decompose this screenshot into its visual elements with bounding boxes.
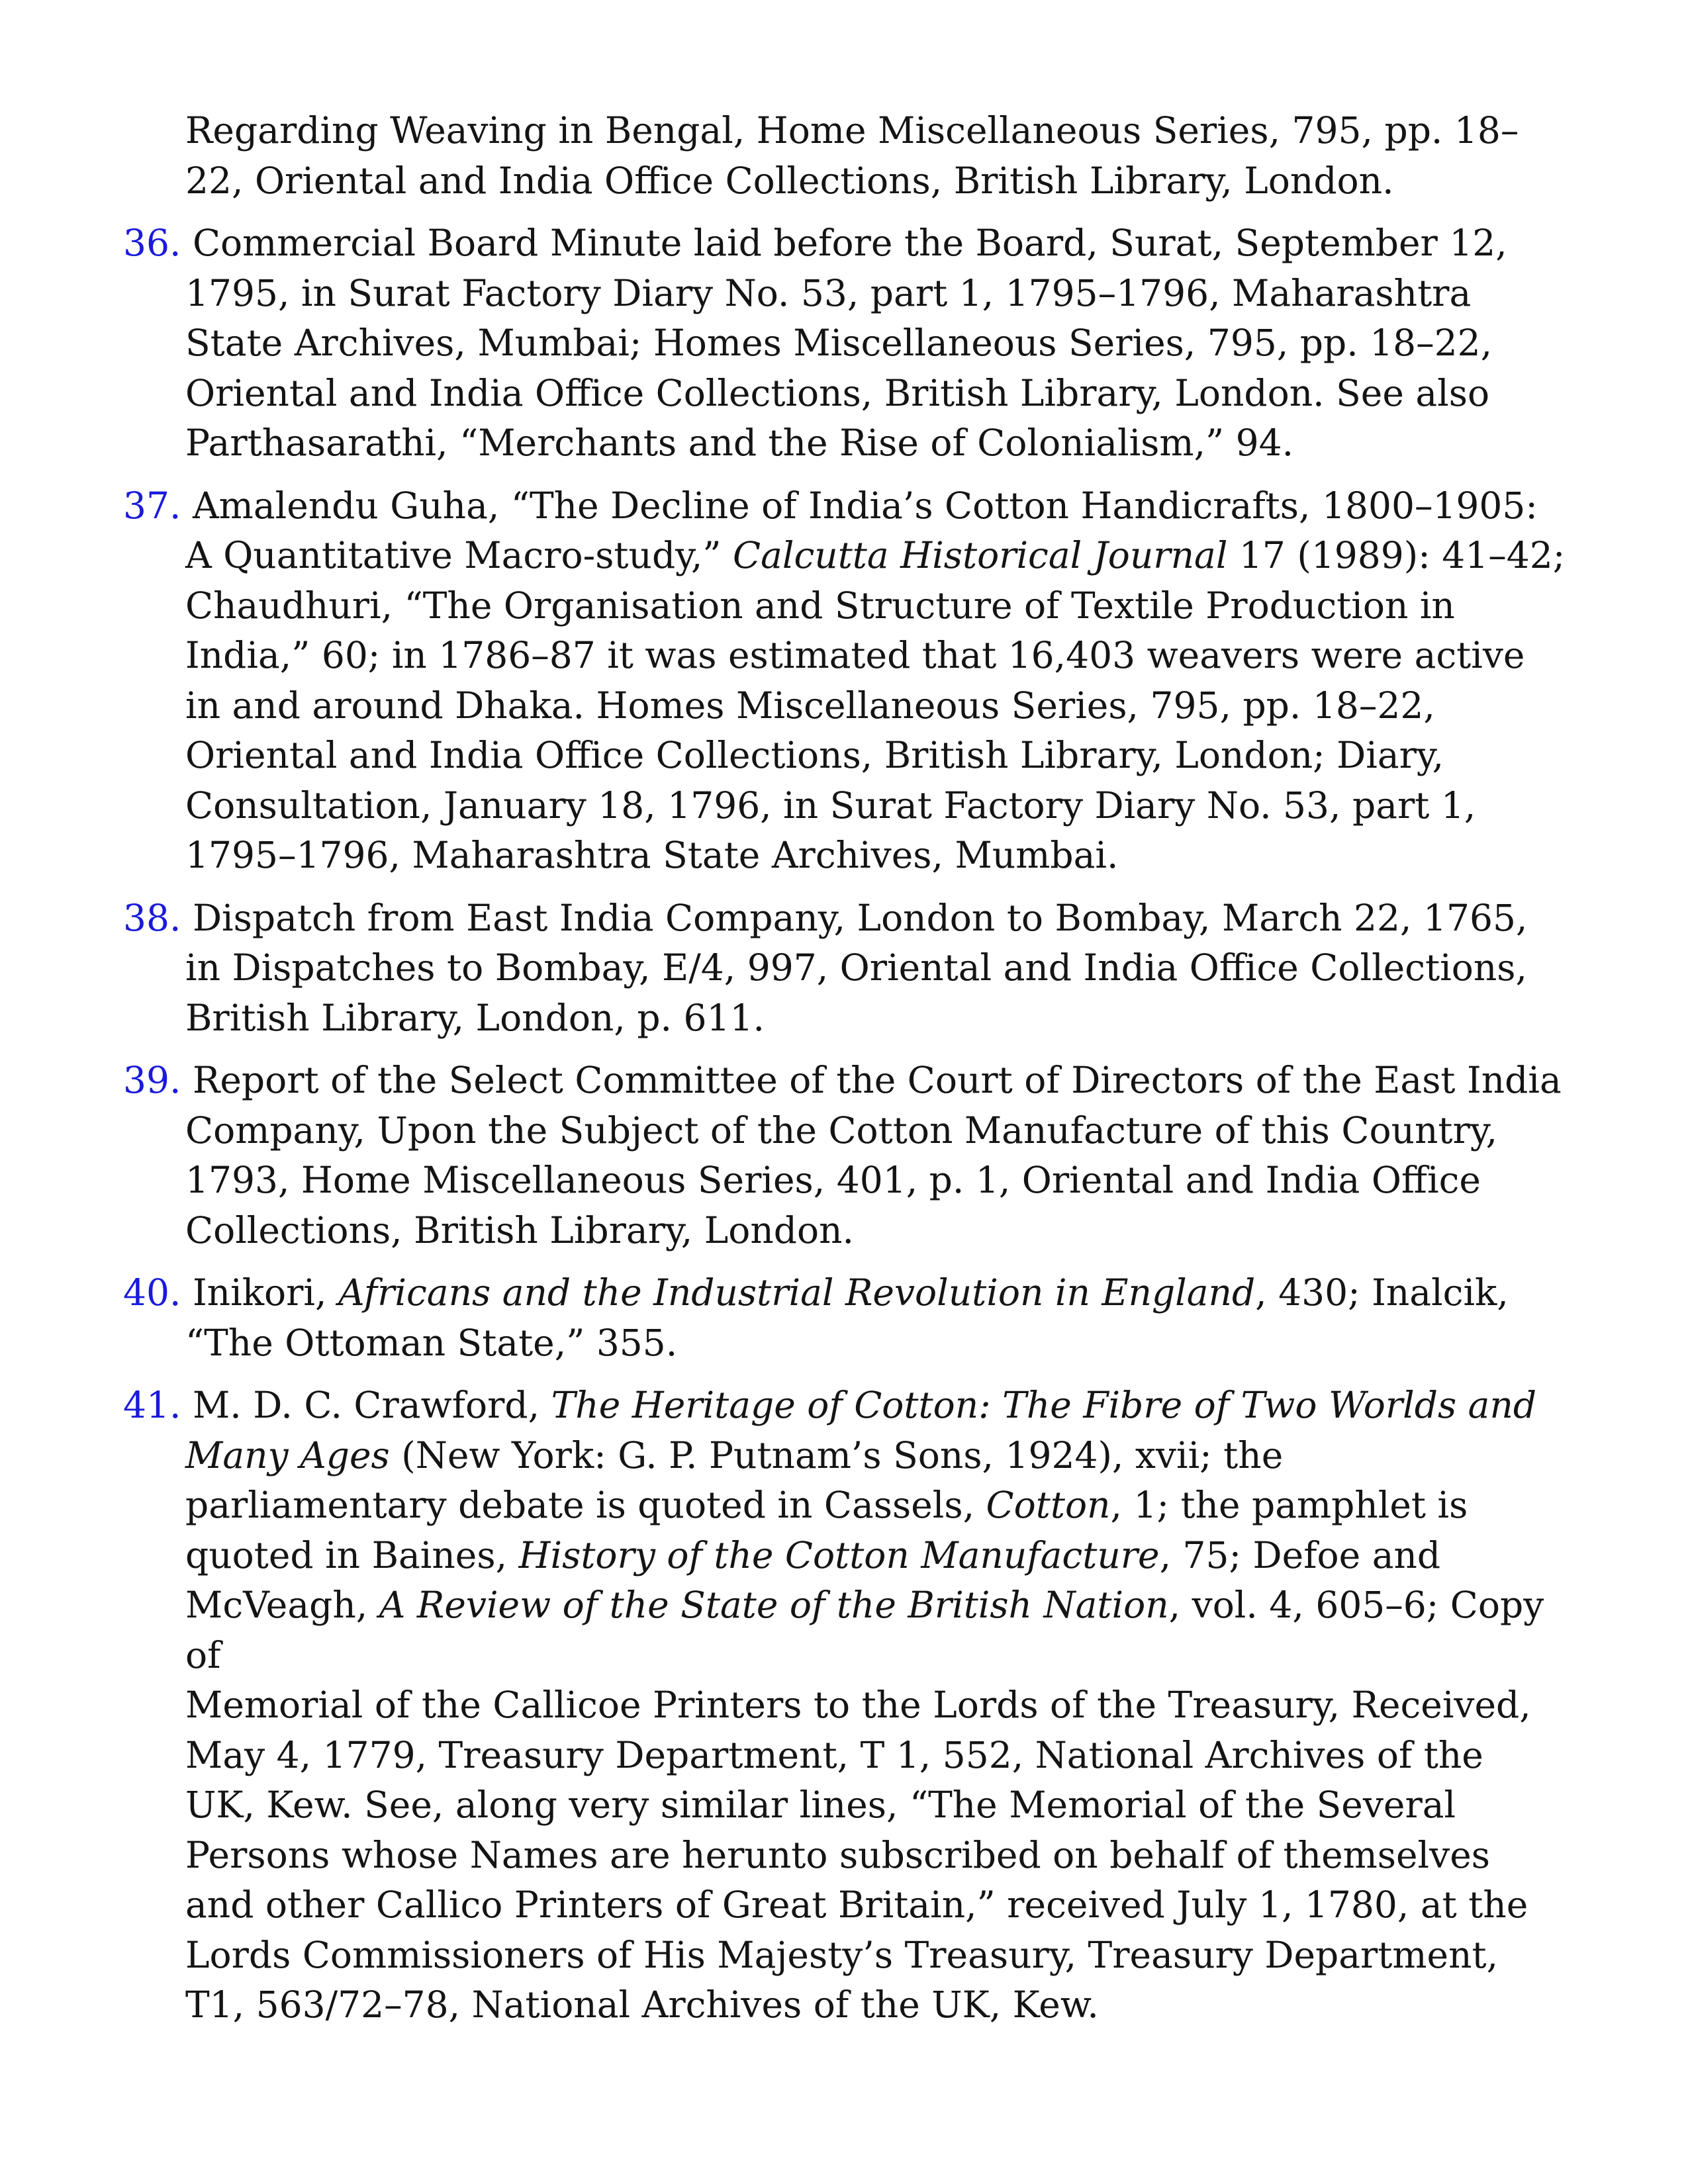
endnote-line	[185, 1580, 1579, 1680]
endnote-text: Amalendu Guha, “The Decline of India’s Cotton Handicrafts, 1800–1905:	[192, 484, 1538, 527]
endnote-line	[185, 106, 1579, 156]
endnote-line	[185, 1206, 1579, 1256]
endnote-text: 17 (1989): 41–42;	[1227, 534, 1566, 576]
endnote-item	[123, 218, 1579, 469]
endnote-line	[185, 1931, 1579, 1981]
endnote-text: quoted in Baines,	[185, 1533, 519, 1576]
endnotes-list	[123, 106, 1579, 2043]
endnote-text: Commercial Board Minute laid before the Board, Surat, September 12,	[192, 222, 1507, 264]
endnote-line	[185, 731, 1579, 781]
endnote-line	[123, 481, 1579, 531]
endnote-line	[185, 531, 1579, 581]
endnote-number-link[interactable]: 40.	[123, 1271, 181, 1314]
endnote-line	[185, 1780, 1579, 1831]
endnote-text: T1, 563/72–78, National Archives of the UK, Kew.	[185, 1983, 1099, 2026]
endnote-line	[185, 318, 1579, 369]
endnote-line	[185, 631, 1579, 681]
endnote-text: , vol. 4, 605–6; Copy of	[185, 1584, 1544, 1676]
endnote-italic-title: Africans and the Industrial Revolution in England	[338, 1271, 1256, 1314]
endnote-line	[123, 893, 1579, 944]
endnote-italic-title: History of the Cotton Manufacture	[518, 1533, 1160, 1576]
endnote-line	[185, 1106, 1579, 1156]
endnote-item	[123, 481, 1579, 881]
endnote-text: parliamentary debate is quoted in Cassels,	[185, 1484, 986, 1526]
endnote-text: May 4, 1779, Treasury Department, T 1, 552, National Archives of the	[185, 1733, 1483, 1776]
endnote-text: 22, Oriental and India Office Collections, British Library, London.	[185, 159, 1394, 202]
endnote-line	[185, 1831, 1579, 1881]
endnote-text: British Library, London, p. 611.	[185, 996, 765, 1039]
endnote-line	[123, 1268, 1579, 1318]
endnote-line	[185, 269, 1579, 319]
endnote-text: in Dispatches to Bombay, E/4, 997, Oriental and India Office Collections,	[185, 946, 1527, 989]
endnote-line	[185, 681, 1579, 731]
endnote-line	[123, 218, 1579, 269]
endnote-text: 1795, in Surat Factory Diary No. 53, part 1, 1795–1796, Maharashtra	[185, 271, 1472, 314]
endnote-line	[185, 993, 1579, 1044]
endnote-number-link[interactable]: 39.	[123, 1059, 181, 1101]
endnote-line	[185, 1318, 1579, 1369]
endnote-item	[123, 1056, 1579, 1255]
endnote-line	[185, 369, 1579, 419]
endnote-number-link[interactable]: 38.	[123, 896, 181, 939]
endnote-line	[123, 1056, 1579, 1106]
endnote-text: Report of the Select Committee of the Court of Directors of the East India	[192, 1059, 1562, 1101]
endnote-line	[123, 1381, 1579, 1431]
endnote-line	[185, 1480, 1579, 1531]
endnote-text: Parthasarathi, “Merchants and the Rise of Colonialism,” 94.	[185, 422, 1294, 464]
endnote-italic-title: Many Ages	[185, 1433, 390, 1477]
endnote-text: , 1; the pamphlet is	[1110, 1484, 1468, 1526]
endnote-number-link[interactable]: 36.	[123, 222, 181, 264]
endnote-text: India,” 60; in 1786–87 it was estimated that 16,403 weavers were active	[185, 634, 1525, 676]
endnote-text: UK, Kew. See, along very similar lines, “The Memorial of the Several	[185, 1784, 1456, 1826]
endnote-item	[123, 1381, 1579, 2030]
endnote-line	[185, 781, 1579, 831]
endnote-line	[185, 1980, 1579, 2030]
endnote-text: in and around Dhaka. Homes Miscellaneous Series, 795, pp. 18–22,	[185, 684, 1435, 727]
endnote-item	[123, 893, 1579, 1044]
endnote-text: Oriental and India Office Collections, British Library, London. See also	[185, 371, 1490, 414]
endnote-italic-title: A Review of the State of the British Nation	[379, 1584, 1169, 1626]
endnote-continuation	[123, 106, 1579, 206]
endnote-line	[185, 581, 1579, 631]
endnote-text: “The Ottoman State,” 355.	[185, 1321, 678, 1364]
endnote-text: Collections, British Library, London.	[185, 1208, 854, 1251]
endnote-line	[185, 1156, 1579, 1206]
endnote-text: (New York: G. P. Putnam’s Sons, 1924), xvii; the	[389, 1433, 1284, 1477]
endnote-text: Lords Commissioners of His Majesty’s Treasury, Treasury Department,	[185, 1933, 1499, 1976]
endnote-italic-title: Calcutta Historical Journal	[733, 534, 1228, 576]
endnote-text: Consultation, January 18, 1796, in Surat Factory Diary No. 53, part 1,	[185, 784, 1476, 827]
endnote-text: Company, Upon the Subject of the Cotton Manufacture of this Country,	[185, 1109, 1498, 1152]
endnote-text: A Quantitative Macro-study,”	[185, 534, 733, 576]
endnote-text: McVeagh,	[185, 1584, 379, 1626]
endnote-text: Oriental and India Office Collections, British Library, London; Diary,	[185, 734, 1444, 776]
endnote-line	[185, 1680, 1579, 1731]
endnote-text: , 430; Inalcik,	[1255, 1271, 1509, 1314]
endnote-line	[185, 1880, 1579, 1931]
endnote-italic-title: Cotton	[986, 1484, 1111, 1526]
endnote-line	[185, 418, 1579, 469]
endnote-text: Inikori,	[192, 1271, 338, 1314]
endnote-line	[185, 1431, 1579, 1481]
endnote-text: Persons whose Names are herunto subscribed on behalf of themselves	[185, 1833, 1490, 1876]
endnote-text: Dispatch from East India Company, London to Bombay, March 22, 1765,	[192, 896, 1528, 939]
endnote-text: Memorial of the Callicoe Printers to the Lords of the Treasury, Received,	[185, 1684, 1531, 1726]
endnote-number-link[interactable]: 41.	[123, 1384, 181, 1426]
endnote-text: 1795–1796, Maharashtra State Archives, Mumbai.	[185, 834, 1119, 876]
endnote-text: 1793, Home Miscellaneous Series, 401, p. 1, Oriental and India Office	[185, 1159, 1481, 1201]
endnote-number-link[interactable]: 37.	[123, 484, 181, 527]
endnote-line	[185, 156, 1579, 206]
endnote-text: and other Callico Printers of Great Britain,” received July 1, 1780, at the	[185, 1884, 1528, 1926]
endnote-line	[185, 831, 1579, 881]
endnote-text: Regarding Weaving in Bengal, Home Miscellaneous Series, 795, pp. 18–	[185, 109, 1519, 152]
endnote-italic-title: The Heritage of Cotton: The Fibre of Two Worlds and	[551, 1384, 1537, 1426]
endnote-item	[123, 1268, 1579, 1368]
endnote-line	[185, 943, 1579, 993]
endnote-text: M. D. C. Crawford,	[192, 1384, 551, 1426]
endnote-text: , 75; Defoe and	[1159, 1533, 1441, 1576]
endnote-line	[185, 1731, 1579, 1781]
endnote-text: State Archives, Mumbai; Homes Miscellaneous Series, 795, pp. 18–22,	[185, 322, 1493, 364]
endnote-text: Chaudhuri, “The Organisation and Structure of Textile Production in	[185, 584, 1455, 627]
endnote-line	[185, 1531, 1579, 1581]
